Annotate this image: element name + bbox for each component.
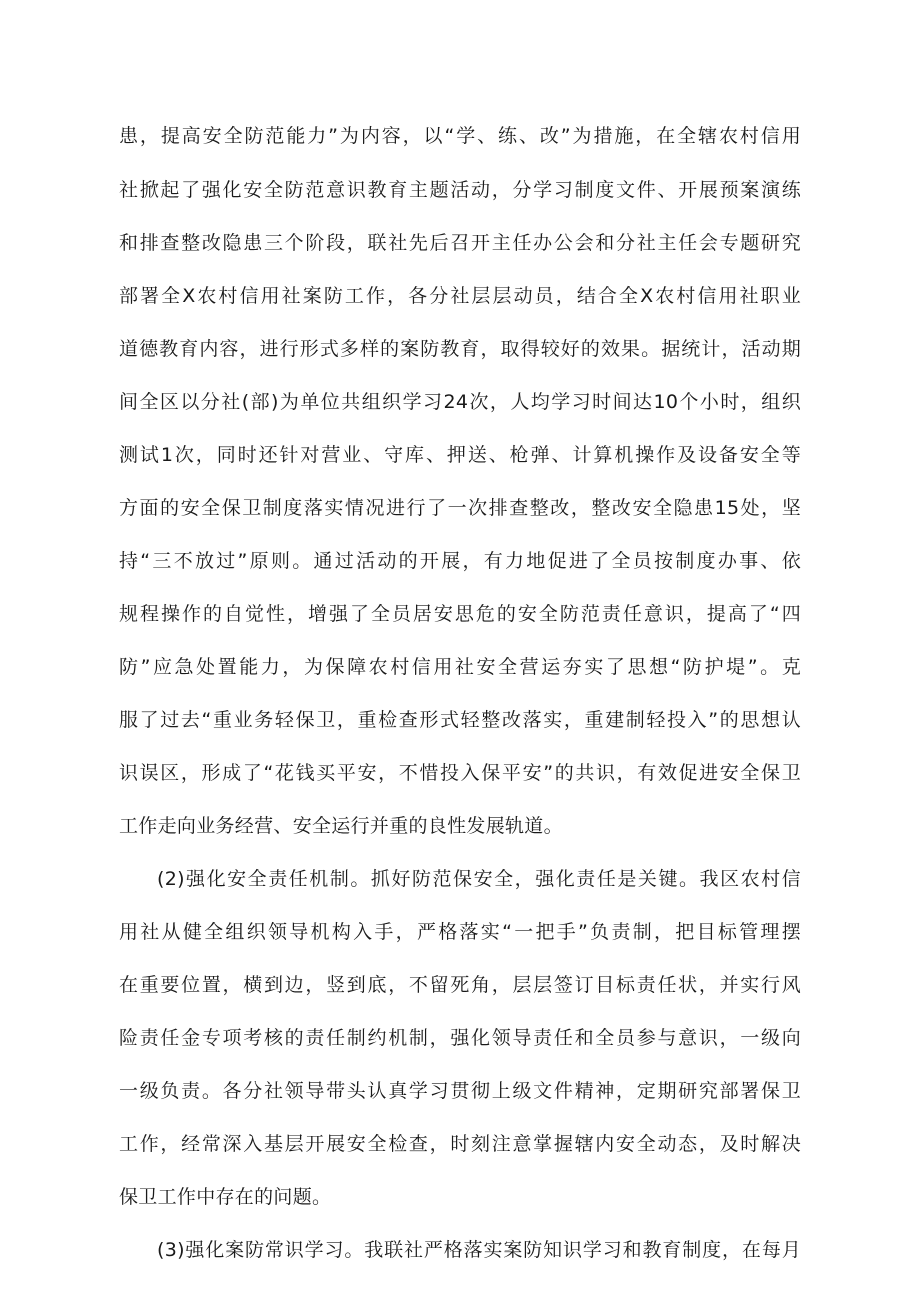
text-line: 间全区以分社(部)为单位共组织学习24次，人均学习时间达10个小时，组织 [119,391,801,413]
text-line: 工作走向业务经营、安全运行并重的良性发展轨道。 [119,815,563,837]
text-line: (2)强化安全责任机制。抓好防范保安全，强化责任是关键。我区农村信 [157,868,801,890]
text-line: 一级负责。各分社领导带头认真学习贯彻上级文件精神，定期研究部署保卫 [119,1080,801,1102]
text-line: 规程操作的自觉性，增强了全员居安思危的安全防范责任意识，提高了“四 [119,603,801,625]
text-line: (3)强化案防常识学习。我联社严格落实案防知识学习和教育制度，在每月 [157,1239,801,1261]
text-line: 社掀起了强化安全防范意识教育主题活动，分学习制度文件、开展预案演练 [119,179,801,201]
text-line: 保卫工作中存在的问题。 [119,1186,332,1208]
text-line: 道德教育内容，进行形式多样的案防教育，取得较好的效果。据统计，活动期 [119,338,801,360]
text-line: 部署全X农村信用社案防工作，各分社层层动员，结合全X农村信用社职业 [119,285,801,307]
text-line: 识误区，形成了“花钱买平安，不惜投入保平安”的共识，有效促进安全保卫 [119,762,801,784]
text-line: 持“三不放过”原则。通过活动的开展，有力地促进了全员按制度办事、依 [119,550,801,572]
text-line: 工作，经常深入基层开展安全检查，时刻注意掌握辖内安全动态，及时解决 [119,1133,801,1155]
text-line: 在重要位置，横到边，竖到底，不留死角，层层签订目标责任状，并实行风 [119,974,801,996]
text-line: 险责任金专项考核的责任制约机制，强化领导责任和全员参与意识，一级向 [119,1027,801,1049]
text-line: 服了过去“重业务轻保卫，重检查形式轻整改落实，重建制轻投入”的思想认 [119,709,801,731]
text-line: 测试1次，同时还针对营业、守库、押送、枪弹、计算机操作及设备安全等 [119,444,801,466]
text-line: 患，提高安全防范能力”为内容，以“学、练、改”为措施，在全辖农村信用 [119,125,801,147]
text-line: 和排查整改隐患三个阶段，联社先后召开主任办公会和分社主任会专题研究 [119,232,801,254]
text-line: 防”应急处置能力，为保障农村信用社安全营运夯实了思想“防护堤”。克 [119,656,801,678]
text-line: 用社从健全组织领导机构入手，严格落实“一把手”负责制，把目标管理摆 [119,921,801,943]
text-line: 方面的安全保卫制度落实情况进行了一次排查整改，整改安全隐患15处，坚 [119,497,801,519]
